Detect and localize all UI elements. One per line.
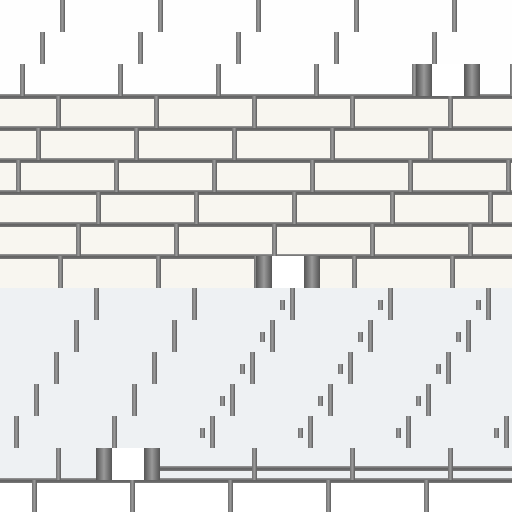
mortar-rail: [0, 190, 512, 195]
brick-joint: [486, 288, 491, 320]
brick-joint: [174, 224, 179, 256]
brick-joint: [290, 288, 295, 320]
brick-joint: [450, 256, 455, 288]
brick-joint: [60, 0, 65, 32]
glitch-block-middle: [256, 256, 320, 288]
brick-joint: [308, 416, 313, 448]
brick-peg: [240, 364, 245, 374]
brick-joint: [432, 32, 437, 64]
brick-joint: [58, 256, 63, 288]
brick-joint: [352, 256, 357, 288]
brick-joint: [314, 64, 319, 96]
brick-joint: [172, 320, 177, 352]
brick-joint: [94, 288, 99, 320]
brick-joint: [14, 416, 19, 448]
brick-joint: [390, 192, 395, 224]
brick-peg: [416, 396, 421, 406]
brick-joint: [74, 320, 79, 352]
brick-joint: [230, 384, 235, 416]
brick-joint: [138, 32, 143, 64]
brick-joint: [504, 416, 509, 448]
brick-joint: [210, 416, 215, 448]
brick-peg: [456, 332, 461, 342]
brick-peg: [476, 300, 481, 310]
brick-joint: [96, 192, 101, 224]
brick-peg: [318, 396, 323, 406]
brick-joint: [236, 32, 241, 64]
brick-joint: [448, 448, 453, 480]
brick-joint: [506, 160, 511, 192]
brick-joint: [468, 224, 473, 256]
brick-joint: [40, 32, 45, 64]
brick-peg: [378, 300, 383, 310]
brick-joint: [194, 192, 199, 224]
brick-peg: [280, 300, 285, 310]
brick-joint: [32, 480, 37, 512]
brick-joint: [292, 192, 297, 224]
brick-peg: [436, 364, 441, 374]
brick-joint: [424, 480, 429, 512]
brick-joint: [330, 128, 335, 160]
brick-joint: [426, 384, 431, 416]
brick-peg: [260, 332, 265, 342]
brick-joint: [270, 320, 275, 352]
brick-peg: [298, 428, 303, 438]
brick-joint: [20, 64, 25, 96]
brick-joint: [134, 128, 139, 160]
brick-joint: [216, 64, 221, 96]
brick-joint: [368, 320, 373, 352]
brick-joint: [154, 96, 159, 128]
brick-joint: [112, 416, 117, 448]
brick-peg: [494, 428, 499, 438]
brick-joint: [326, 480, 331, 512]
mortar-rail-partial: [160, 466, 512, 471]
brick-joint: [152, 352, 157, 384]
brick-joint: [56, 448, 61, 480]
brick-joint: [272, 224, 277, 256]
brick-joint: [252, 448, 257, 480]
brick-joint: [310, 160, 315, 192]
brick-joint: [428, 128, 433, 160]
brick-joint: [334, 32, 339, 64]
brick-joint: [228, 480, 233, 512]
brick-joint: [256, 0, 261, 32]
brick-joint: [448, 96, 453, 128]
brick-joint: [350, 96, 355, 128]
brick-joint: [232, 128, 237, 160]
brick-joint: [446, 352, 451, 384]
brick-joint: [370, 224, 375, 256]
brick-joint: [354, 0, 359, 32]
brick-joint: [114, 160, 119, 192]
brick-joint: [250, 352, 255, 384]
brick-joint: [348, 352, 353, 384]
brick-joint: [76, 224, 81, 256]
brick-joint: [406, 416, 411, 448]
brick-joint: [212, 160, 217, 192]
brick-joint: [466, 320, 471, 352]
glitch-block-top: [416, 64, 480, 96]
brick-joint: [192, 288, 197, 320]
mortar-rail: [0, 158, 512, 163]
brick-peg: [200, 428, 205, 438]
brick-joint: [350, 448, 355, 480]
brick-peg: [338, 364, 343, 374]
brick-joint: [252, 96, 257, 128]
brick-joint: [408, 160, 413, 192]
brick-joint: [130, 480, 135, 512]
brick-joint: [56, 96, 61, 128]
brick-joint: [118, 64, 123, 96]
brick-joint: [16, 160, 21, 192]
brick-joint: [132, 384, 137, 416]
brick-joint: [156, 256, 161, 288]
glitch-block-bottom: [96, 448, 160, 480]
brick-peg: [220, 396, 225, 406]
brick-joint: [388, 288, 393, 320]
brick-peg: [396, 428, 401, 438]
brick-joint: [54, 352, 59, 384]
brick-joint: [488, 192, 493, 224]
brick-joint: [328, 384, 333, 416]
brick-peg: [358, 332, 363, 342]
brick-joint: [158, 0, 163, 32]
brick-joint: [36, 128, 41, 160]
brick-joint: [452, 0, 457, 32]
bottom-band: [0, 480, 512, 512]
brick-joint: [34, 384, 39, 416]
